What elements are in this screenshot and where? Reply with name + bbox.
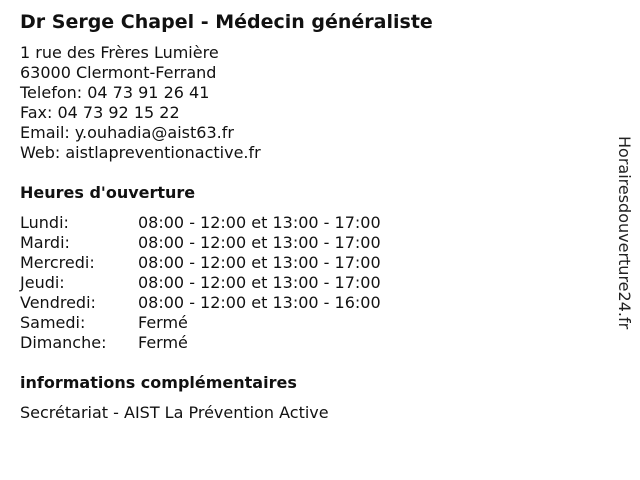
hours-row-jeudi bbox=[20, 273, 440, 293]
email-address: Email: y.ouhadia@aist63.fr bbox=[20, 123, 234, 142]
time-value: 08:00 - 12:00 et 13:00 - 17:00 bbox=[138, 233, 381, 252]
time-value: 08:00 - 12:00 et 13:00 - 17:00 bbox=[138, 273, 381, 292]
address-city: 63000 Clermont-Ferrand bbox=[20, 63, 217, 82]
time-value: 08:00 - 12:00 et 13:00 - 16:00 bbox=[138, 293, 381, 312]
day-label: Samedi: bbox=[20, 313, 86, 332]
contact-block bbox=[20, 43, 261, 163]
day-label: Jeudi: bbox=[20, 273, 65, 292]
phone-number: Telefon: 04 73 91 26 41 bbox=[20, 83, 210, 102]
time-value: 08:00 - 12:00 et 13:00 - 17:00 bbox=[138, 253, 381, 272]
hours-row-vendredi bbox=[20, 293, 440, 313]
opening-hours-table bbox=[20, 213, 440, 353]
side-watermark bbox=[613, 136, 635, 346]
day-label: Mercredi: bbox=[20, 253, 95, 272]
day-label: Lundi: bbox=[20, 213, 69, 232]
side-watermark-text: Horairesdouverture24.fr bbox=[615, 136, 634, 330]
hours-row-mercredi bbox=[20, 253, 440, 273]
info-heading: informations complémentaires bbox=[20, 373, 297, 392]
hours-row-dimanche bbox=[20, 333, 440, 353]
day-label: Dimanche: bbox=[20, 333, 107, 352]
day-label: Vendredi: bbox=[20, 293, 96, 312]
fax-number: Fax: 04 73 92 15 22 bbox=[20, 103, 180, 122]
hours-row-mardi bbox=[20, 233, 440, 253]
time-value: Fermé bbox=[138, 313, 188, 332]
hours-row-samedi bbox=[20, 313, 440, 333]
page-title: Dr Serge Chapel - Médecin généraliste bbox=[20, 11, 433, 33]
hours-row-lundi bbox=[20, 213, 440, 233]
hours-heading: Heures d'ouverture bbox=[20, 183, 196, 202]
address-street: 1 rue des Frères Lumière bbox=[20, 43, 219, 62]
day-label: Mardi: bbox=[20, 233, 70, 252]
website: Web: aistlapreventionactive.fr bbox=[20, 143, 261, 162]
info-text: Secrétariat - AIST La Prévention Active bbox=[20, 403, 329, 422]
time-value: Fermé bbox=[138, 333, 188, 352]
time-value: 08:00 - 12:00 et 13:00 - 17:00 bbox=[138, 213, 381, 232]
